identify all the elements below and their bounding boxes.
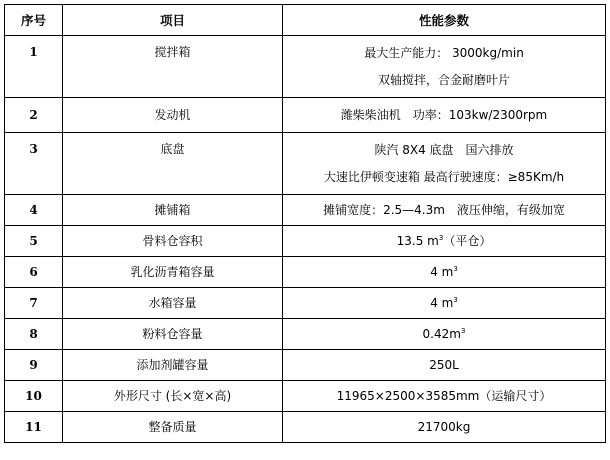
table-row [5, 319, 606, 350]
row-item: 发动机 [63, 98, 283, 133]
row-number: 1 [5, 36, 63, 98]
table-row [5, 288, 606, 319]
row-spec [283, 133, 606, 195]
row-spec [283, 288, 606, 319]
row-number: 10 [5, 381, 63, 412]
table-row [5, 98, 606, 133]
table-row [5, 381, 606, 412]
table-row [5, 257, 606, 288]
spec-unit-exponent: 3 [438, 233, 444, 242]
spec-line: 最大生产能力： 3000kg/min [364, 46, 524, 61]
row-number: 7 [5, 288, 63, 319]
row-spec: 21700kg [283, 412, 606, 443]
row-number: 6 [5, 257, 63, 288]
row-item: 骨料仓容积 [63, 226, 283, 257]
header-no: 序号 [5, 5, 63, 36]
spec-note: （平仓） [443, 233, 492, 248]
spec-value: 4 m [430, 295, 454, 310]
spec-table [4, 4, 606, 443]
spec-value: 4 m [430, 264, 454, 279]
table-row [5, 412, 606, 443]
table-row [5, 350, 606, 381]
spec-unit-exponent: 3 [460, 326, 466, 335]
spec-line: 大速比伊顿变速箱 最高行驶速度：≥85Km/h [323, 169, 565, 184]
spec-value: 13.5 m [396, 233, 439, 248]
spec-value: 0.42m [422, 326, 461, 341]
spec-unit-exponent: 3 [453, 295, 458, 304]
row-item: 搅拌箱 [63, 36, 283, 98]
spec-line: 陕汽 8X4 底盘 国六排放 [374, 143, 514, 158]
row-spec [283, 36, 606, 98]
row-item: 水箱容量 [63, 288, 283, 319]
row-number: 5 [5, 226, 63, 257]
table-row [5, 36, 606, 98]
header-item: 项目 [63, 5, 283, 36]
table-row [5, 195, 606, 226]
row-item: 底盘 [63, 133, 283, 195]
row-item: 摊铺箱 [63, 195, 283, 226]
row-spec: 潍柴柴油机 功率：103kw/2300rpm [283, 98, 606, 133]
header-spec: 性能参数 [283, 5, 606, 36]
table-row [5, 226, 606, 257]
header-row [5, 5, 606, 36]
row-spec [283, 319, 606, 350]
row-spec [283, 257, 606, 288]
row-item: 外形尺寸 (长×宽×高) [63, 381, 283, 412]
row-number: 11 [5, 412, 63, 443]
row-item: 整备质量 [63, 412, 283, 443]
row-number: 8 [5, 319, 63, 350]
row-number: 3 [5, 133, 63, 195]
row-item: 粉料仓容量 [63, 319, 283, 350]
table-row [5, 133, 606, 195]
row-number: 9 [5, 350, 63, 381]
spec-line: 双轴搅拌，合金耐磨叶片 [377, 72, 510, 87]
row-spec [283, 226, 606, 257]
row-item: 添加剂罐容量 [63, 350, 283, 381]
row-spec: 11965×2500×3585mm（运输尺寸） [283, 381, 606, 412]
row-spec: 250L [283, 350, 606, 381]
row-item: 乳化沥青箱容量 [63, 257, 283, 288]
row-number: 4 [5, 195, 63, 226]
row-spec: 摊铺宽度：2.5—4.3m 液压伸缩，有级加宽 [283, 195, 606, 226]
row-number: 2 [5, 98, 63, 133]
spec-unit-exponent: 3 [453, 264, 458, 273]
